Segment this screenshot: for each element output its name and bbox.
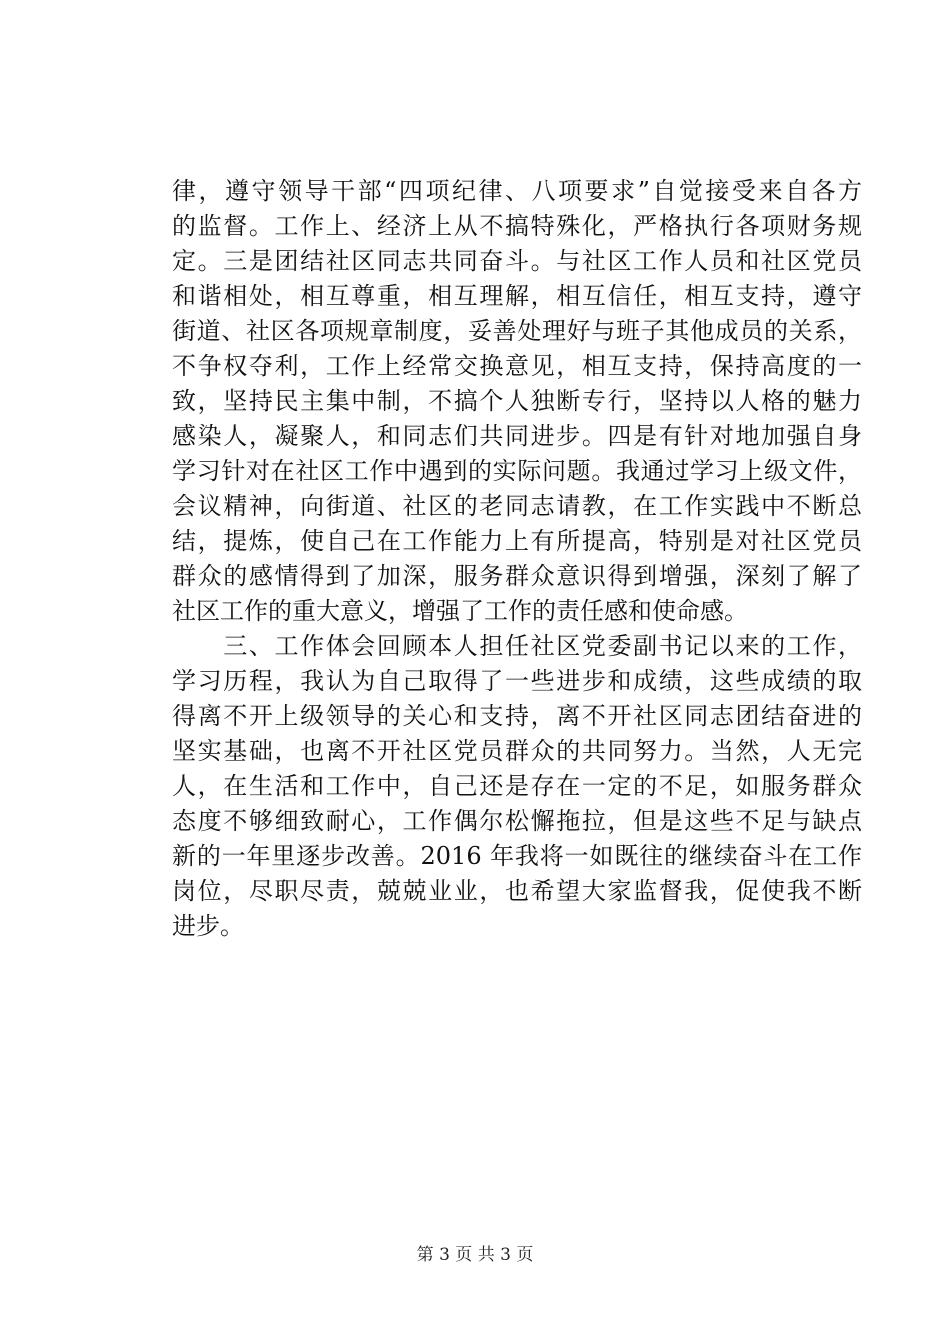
text-line: 新的一年里逐步改善。2016 年我将一如既往的继续奋斗在工作 <box>172 842 862 870</box>
text-line: 得离不开上级领导的关心和支持，离不开社区同志团结奋进的 <box>172 702 862 730</box>
text-line: 致，坚持民主集中制，不搞个人独断专行，坚持以人格的魅力 <box>172 387 862 415</box>
text-line: 坚实基础，也离不开社区党员群众的共同努力。当然，人无完 <box>172 737 862 765</box>
text-line: 街道、社区各项规章制度，妥善处理好与班子其他成员的关系， <box>172 317 862 345</box>
text-line: 人，在生活和工作中，自己还是存在一定的不足，如服务群众 <box>172 772 862 800</box>
text-line: 群众的感情得到了加深，服务群众意识得到增强，深刻了解了 <box>172 562 862 590</box>
text-line: 学习针对在社区工作中遇到的实际问题。我通过学习上级文件， <box>172 457 862 485</box>
page-number-footer: 第 3 页 共 3 页 <box>416 1245 534 1265</box>
text-line: 结，提炼，使自己在工作能力上有所提高，特别是对社区党员 <box>172 527 862 555</box>
text-line: 和谐相处，相互尊重，相互理解，相互信任，相互支持，遵守 <box>172 282 862 310</box>
text-line: 社区工作的重大意义，增强了工作的责任感和使命感。 <box>172 597 748 625</box>
text-line: 态度不够细致耐心，工作偶尔松懈拖拉，但是这些不足与缺点 <box>172 807 862 835</box>
text-line: 会议精神，向街道、社区的老同志请教，在工作实践中不断总 <box>172 492 862 520</box>
text-line: 定。三是团结社区同志共同奋斗。与社区工作人员和社区党员 <box>172 247 862 275</box>
body-text <box>172 174 862 944</box>
text-line: 进步。 <box>172 912 244 940</box>
text-line: 的监督。工作上、经济上从不搞特殊化，严格执行各项财务规 <box>172 212 862 240</box>
text-line: 律，遵守领导干部“四项纪律、八项要求”自觉接受来自各方 <box>172 177 862 205</box>
text-line: 不争权夺利，工作上经常交换意见，相互支持，保持高度的一 <box>172 352 862 380</box>
text-line: 感染人，凝聚人，和同志们共同进步。四是有针对地加强自身 <box>172 422 862 450</box>
text-line: 学习历程，我认为自己取得了一些进步和成绩，这些成绩的取 <box>172 667 862 695</box>
text-line: 三、工作体会回顾本人担任社区党委副书记以来的工作， <box>172 632 862 660</box>
text-line: 岗位，尽职尽责，兢兢业业，也希望大家监督我，促使我不断 <box>172 877 862 905</box>
